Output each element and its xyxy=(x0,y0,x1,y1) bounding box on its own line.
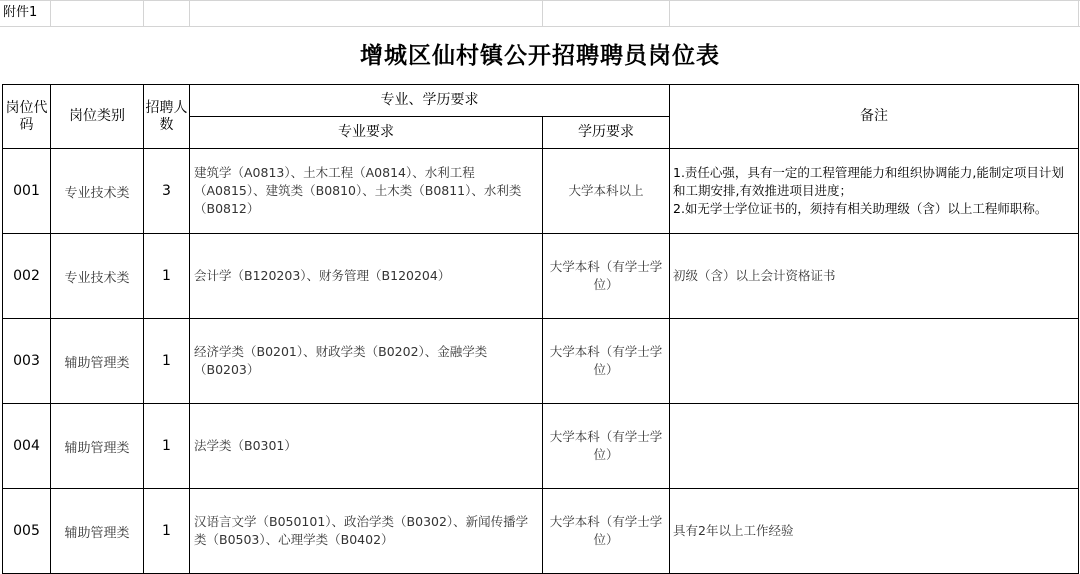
remarks-cell xyxy=(670,489,1079,574)
major-requirement: 经济学类（B0201）、财政学类（B0202）、金融学类（B0203） xyxy=(190,319,543,404)
header-requirements: 专业、学历要求 xyxy=(190,85,670,117)
header-category: 岗位类别 xyxy=(51,85,144,149)
grid-line xyxy=(143,0,144,27)
table-row xyxy=(3,319,1079,404)
attachment-label: 附件1 xyxy=(3,5,38,20)
grid-line xyxy=(542,0,543,27)
position-code: 005 xyxy=(3,489,51,574)
page-title: 增城区仙村镇公开招聘聘员岗位表 xyxy=(360,42,720,69)
position-category: 专业技术类 xyxy=(51,234,144,319)
remark-line: 具有2年以上工作经验 xyxy=(673,523,794,538)
position-category: 专业技术类 xyxy=(51,149,144,234)
table-row xyxy=(3,149,1079,234)
remarks-cell xyxy=(670,149,1079,234)
position-category: 辅助管理类 xyxy=(51,404,144,489)
education-requirement: 大学本科（有学士学位） xyxy=(543,319,670,404)
hire-count: 1 xyxy=(144,234,190,319)
header-count: 招聘人数 xyxy=(144,85,190,149)
position-code: 002 xyxy=(3,234,51,319)
hire-count: 3 xyxy=(144,149,190,234)
table-row xyxy=(3,489,1079,574)
major-requirement: 汉语言文学（B050101）、政治学类（B0302）、新闻传播学类（B0503）、心理学类（B0402） xyxy=(190,489,543,574)
header-major: 专业要求 xyxy=(190,117,543,149)
header-code: 岗位代码 xyxy=(3,85,51,149)
remarks-cell xyxy=(670,404,1079,489)
position-code: 001 xyxy=(3,149,51,234)
remark-line: 2.如无学士学位证书的，须持有相关助理级（含）以上工程师职称。 xyxy=(673,201,1048,216)
table-row xyxy=(3,234,1079,319)
major-requirement: 会计学（B120203）、财务管理（B120204） xyxy=(190,234,543,319)
education-requirement: 大学本科以上 xyxy=(543,149,670,234)
major-requirement: 法学类（B0301） xyxy=(190,404,543,489)
remarks-cell xyxy=(670,319,1079,404)
positions-table xyxy=(2,84,1079,574)
grid-line xyxy=(189,0,190,27)
remark-line: 1.责任心强，具有一定的工程管理能力和组织协调能力,能制定项目计划和工期安排,有效推进项目进度； xyxy=(673,165,1064,198)
header-education: 学历要求 xyxy=(543,117,670,149)
hire-count: 1 xyxy=(144,489,190,574)
position-category: 辅助管理类 xyxy=(51,319,144,404)
remark-line: 初级（含）以上会计资格证书 xyxy=(673,268,836,283)
grid-line xyxy=(669,0,670,27)
grid-line xyxy=(0,0,1080,1)
education-requirement: 大学本科（有学士学位） xyxy=(543,404,670,489)
education-requirement: 大学本科（有学士学位） xyxy=(543,489,670,574)
remarks-cell xyxy=(670,234,1079,319)
hire-count: 1 xyxy=(144,319,190,404)
position-category: 辅助管理类 xyxy=(51,489,144,574)
hire-count: 1 xyxy=(144,404,190,489)
table-row xyxy=(3,404,1079,489)
header-remarks: 备注 xyxy=(670,85,1079,149)
position-code: 003 xyxy=(3,319,51,404)
grid-line xyxy=(50,0,51,27)
grid-line xyxy=(1078,0,1079,27)
position-code: 004 xyxy=(3,404,51,489)
education-requirement: 大学本科（有学士学位） xyxy=(543,234,670,319)
major-requirement: 建筑学（A0813）、土木工程（A0814）、水利工程（A0815）、建筑类（B0810）、土木类（B0811）、水利类（B0812） xyxy=(190,149,543,234)
